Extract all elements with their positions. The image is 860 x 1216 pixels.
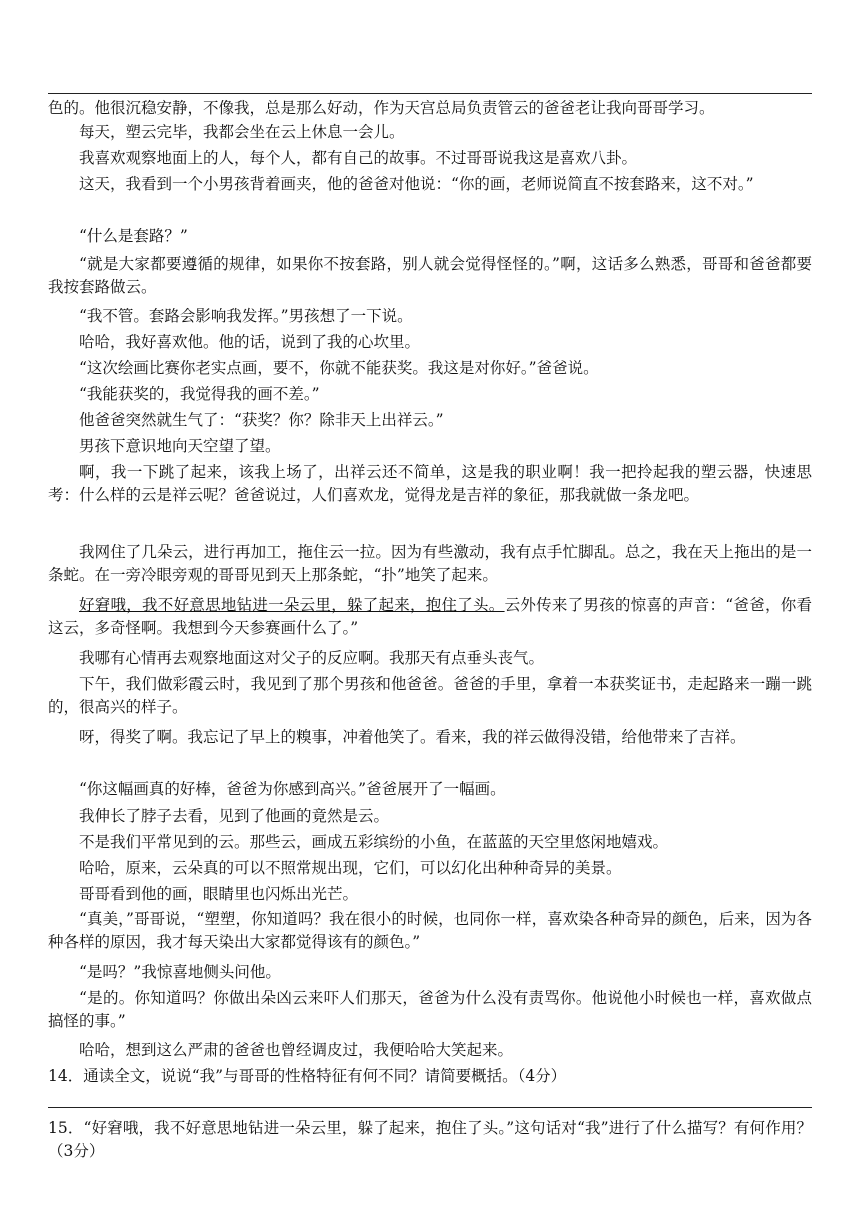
paragraph-continuation: 云外传来了男孩的惊喜的声音：“爸爸，你看这云，多奇怪啊。我想到今天参赛画什么了。” xyxy=(48,596,812,637)
paragraph: 男孩下意识地向天空望了望。 xyxy=(79,437,281,455)
paragraph: 哥哥看到他的画，眼睛里也闪烁出光芒。 xyxy=(79,885,359,903)
paragraph: “就是大家都要遵循的规律，如果你不按套路，别人就会觉得怪怪的。”啊，这话多么熟悉，哥哥和爸爸都要我按套路做云。 xyxy=(48,255,812,296)
paragraph: 色的。他很沉稳安静，不像我，总是那么好动，作为天宫总局负责管云的爸爸老让我向哥哥学习。 xyxy=(48,99,715,117)
paragraph: 我哪有心情再去观察地面这对父子的反应啊。我那天有点垂头丧气。 xyxy=(79,649,545,667)
underlined-sentence: 好窘哦，我不好意思地钻进一朵云里，躲了起来，抱住了头。 xyxy=(79,596,505,614)
paragraph: 哈哈，原来，云朵真的可以不照常规出现，它们，可以幻化出种种奇异的美景。 xyxy=(79,859,622,877)
paragraph: 哈哈，想到这么严肃的爸爸也曾经调皮过，我便哈哈大笑起来。 xyxy=(79,1041,514,1059)
paragraph: 啊，我一下跳了起来，该我上场了，出祥云还不简单，这是我的职业啊！我一把拎起我的塑云器，快速思考：什么样的云是祥云呢？爸爸说过，人们喜欢龙，觉得龙是吉祥的象征，那我就做一条龙吧。 xyxy=(48,463,812,504)
paragraph: “我能获奖的，我觉得我的画不差。” xyxy=(79,385,320,403)
question-14: 14．通读全文，说说“我”与哥哥的性格特征有何不同？请简要概括。（4分） xyxy=(48,1067,567,1085)
paragraph: 哈哈，我好喜欢他。他的话，说到了我的心坎里。 xyxy=(79,333,421,351)
paragraph: 这天，我看到一个小男孩背着画夹，他的爸爸对他说：“你的画，老师说简直不按套路来，这不对。” xyxy=(79,175,754,193)
paragraph: 不是我们平常见到的云。那些云，画成五彩缤纷的小鱼，在蓝蓝的天空里悠闲地嬉戏。 xyxy=(79,833,669,851)
paragraph: 我网住了几朵云，进行再加工，拖住云一拉。因为有些激动，我有点手忙脚乱。总之，我在天上拖出的是一条蛇。在一旁冷眼旁观的哥哥见到天上那条蛇，“扑”地笑了起来。 xyxy=(48,543,812,584)
answer-line xyxy=(48,1107,812,1108)
paragraph: “什么是套路？” xyxy=(79,227,188,245)
paragraph: “是的。你知道吗？你做出朵凶云来吓人们那天，爸爸为什么没有责骂你。他说他小时候也一样，喜欢做点搞怪的事。” xyxy=(48,989,812,1030)
paragraph: “我不管。套路会影响我发挥。”男孩想了一下说。 xyxy=(79,307,413,325)
paragraph: 每天，塑云完毕，我都会坐在云上休息一会儿。 xyxy=(79,123,405,141)
paragraph: “真美，”哥哥说，“塑塑，你知道吗？我在很小的时候，也同你一样，喜欢染各种奇异的颜色，后来，因为各种各样的原因，我才每天染出大家都觉得该有的颜色。” xyxy=(48,910,812,951)
paragraph: 他爸爸突然就生气了：“获奖？你？除非天上出祥云。” xyxy=(79,411,444,429)
question-15: 15．“好窘哦，我不好意思地钻进一朵云里，躲了起来，抱住了头。”这句话对“我”进行了什么描写？有何作用？（3分） xyxy=(48,1119,812,1160)
paragraph: “这次绘画比赛你老实点画，要不，你就不能获奖。我这是对你好。”爸爸说。 xyxy=(79,359,599,377)
top-rule xyxy=(48,93,812,94)
paragraph: 呀，得奖了啊。我忘记了早上的糗事，冲着他笑了。看来，我的祥云做得没错，给他带来了吉祥。 xyxy=(79,728,746,746)
paragraph xyxy=(48,594,812,640)
paragraph: “你这幅画真的好棒，爸爸为你感到高兴。”爸爸展开了一幅画。 xyxy=(79,780,506,798)
paragraph: “是吗？”我惊喜地侧头问他。 xyxy=(79,963,281,981)
paragraph: 我伸长了脖子去看，见到了他画的竟然是云。 xyxy=(79,807,390,825)
paragraph: 我喜欢观察地面上的人，每个人，都有自己的故事。不过哥哥说我这是喜欢八卦。 xyxy=(79,149,638,167)
paragraph: 下午，我们做彩霞云时，我见到了那个男孩和他爸爸。爸爸的手里，拿着一本获奖证书，走起路来一蹦一跳的，很高兴的样子。 xyxy=(48,675,812,716)
